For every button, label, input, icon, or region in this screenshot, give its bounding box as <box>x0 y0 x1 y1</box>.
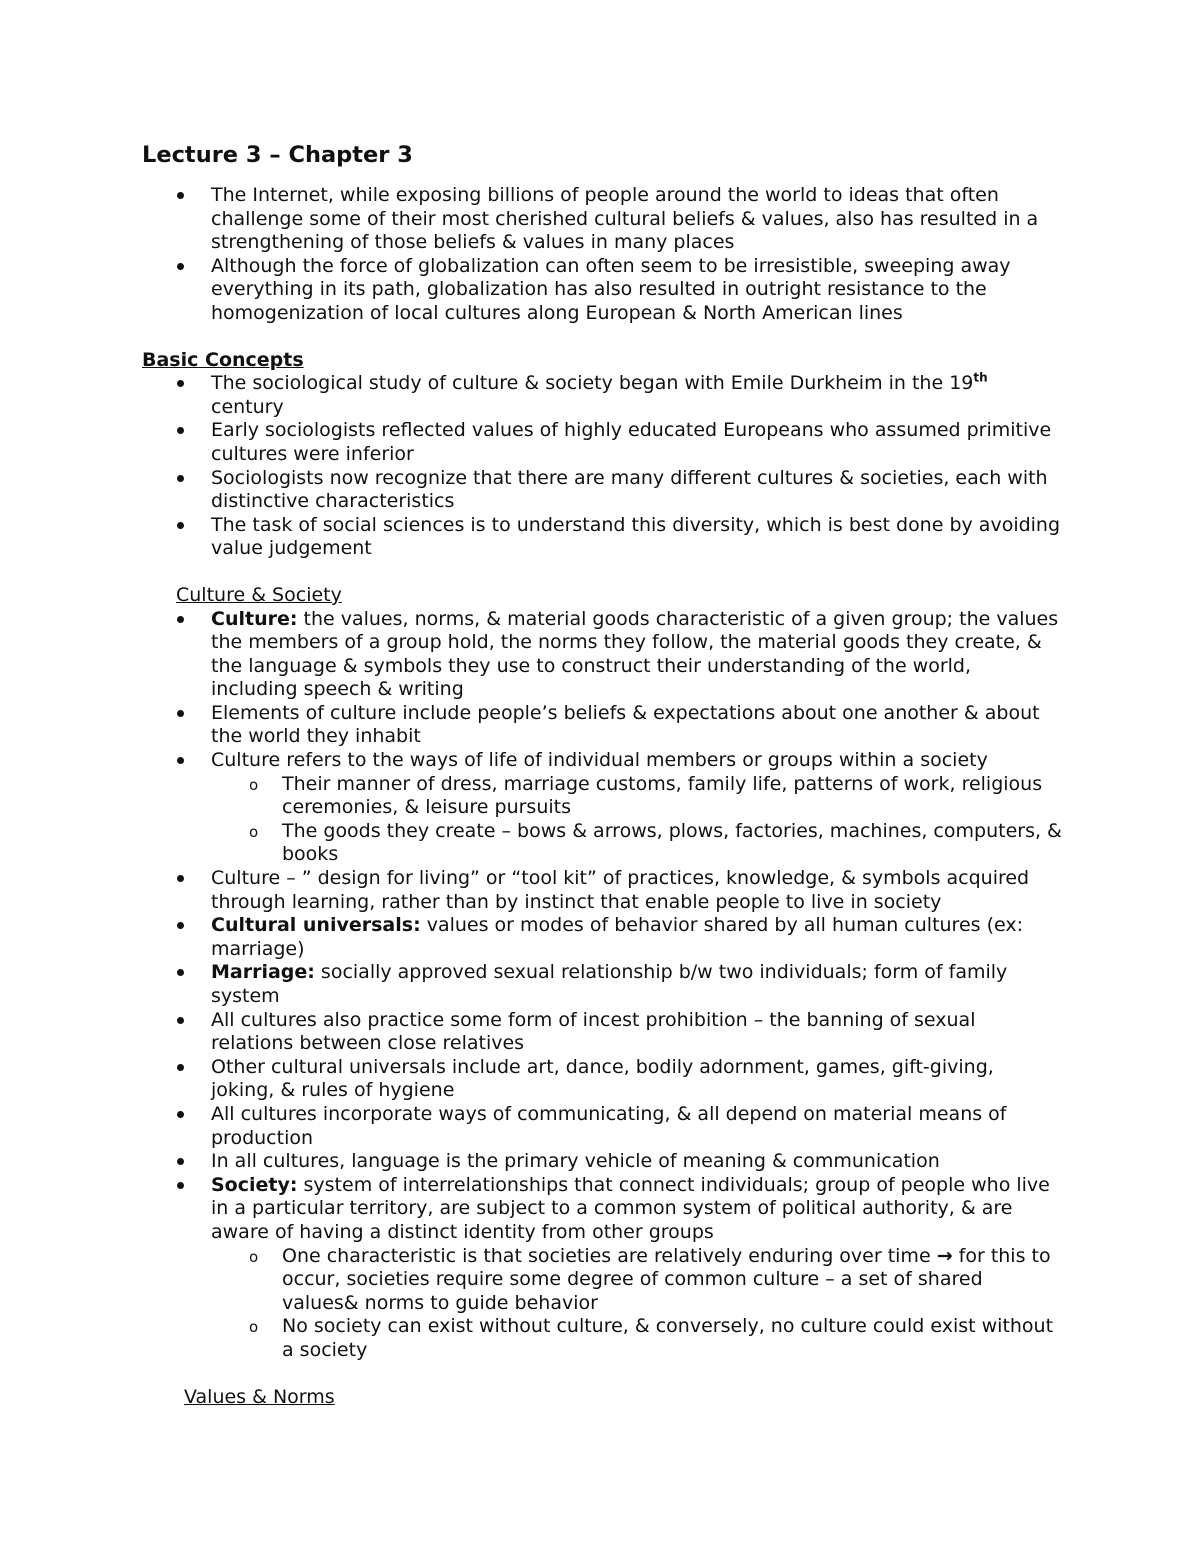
list-item <box>142 749 1062 867</box>
item-text: century <box>211 395 284 418</box>
basic-concepts-list <box>142 372 1062 561</box>
sub-list <box>211 773 1062 867</box>
section-heading-basic-concepts: Basic Concepts <box>142 348 304 371</box>
term: Culture: <box>211 607 298 630</box>
arrow-icon: → <box>936 1244 953 1267</box>
list-item: Sociologists now recognize that there are many different cultures & societies, each with distinctive characteristics <box>142 467 1062 514</box>
sub-list-item: o Their manner of dress, marriage customs, family life, patterns of work, religious ceremonies, & leisure pursuits <box>211 773 1062 820</box>
list-item: The task of social sciences is to understand this diversity, which is best done by avoiding value judgement <box>142 514 1062 561</box>
list-item: The Internet, while exposing billions of people around the world to ideas that often challenge some of their most cherished cultural beliefs & values, also has resulted in a strengthening of those beliefs & values in many places <box>142 184 1062 255</box>
list-item <box>142 608 1062 702</box>
definition: socially approved sexual relationship b/w two individuals; form of family system <box>211 961 1008 1007</box>
term: Cultural universals: <box>211 914 421 937</box>
list-item: Other cultural universals include art, dance, bodily adornment, games, gift-giving, joking, & rules of hygiene <box>142 1056 1062 1103</box>
sub-list-item: o No society can exist without culture, & conversely, no culture could exist without a society <box>211 1315 1062 1362</box>
list-item <box>142 961 1062 1008</box>
sub-list-item: o The goods they create – bows & arrows, plows, factories, machines, computers, & books <box>211 820 1062 867</box>
list-item: Culture – ” design for living” or “tool kit” of practices, knowledge, & symbols acquired through learning, rather than by instinct that enable people to live in society <box>142 867 1062 914</box>
list-item <box>142 914 1062 961</box>
definition: the values, norms, & material goods characteristic of a given group; the values the members of a group hold, the norms they follow, the material goods they create, & the language & symbols they use to construct their understanding of the world, including speech & writing <box>211 607 1059 701</box>
list-item: In all cultures, language is the primary vehicle of meaning & communication <box>142 1150 1062 1174</box>
list-item: Elements of culture include people’s beliefs & expectations about one another & about the world they inhabit <box>142 702 1062 749</box>
item-text: Culture refers to the ways of life of individual members or groups within a society <box>211 749 988 772</box>
item-text: One characteristic is that societies are relatively enduring over time <box>282 1244 937 1267</box>
intro-list <box>142 184 1062 326</box>
definition: system of interrelationships that connect individuals; group of people who live in a particular territory, are subject to a common system of political authority, & are aware of having a distinct identity from other groups <box>211 1173 1050 1243</box>
list-item <box>142 372 1062 419</box>
item-text: The sociological study of culture & society began with Emile Durkheim in the 19 <box>211 372 974 395</box>
subheading-culture-society: Culture & Society <box>176 583 342 606</box>
item-text: for this to occur, societies require some degree of common culture – a set of shared values& norms to guide behavior <box>282 1244 1051 1314</box>
list-item: All cultures incorporate ways of communicating, & all depend on material means of production <box>142 1103 1062 1150</box>
list-item: All cultures also practice some form of incest prohibition – the banning of sexual relations between close relatives <box>142 1009 1062 1056</box>
list-item: Although the force of globalization can often seem to be irresistible, sweeping away everything in its path, globalization has also resulted in outright resistance to the homogenization of local cultures along European & North American lines <box>142 255 1062 326</box>
sub-list-item <box>211 1245 1062 1316</box>
list-item: Early sociologists reflected values of highly educated Europeans who assumed primitive cultures were inferior <box>142 419 1062 466</box>
page-title: Lecture 3 – Chapter 3 <box>142 142 413 168</box>
term: Marriage: <box>211 961 315 984</box>
superscript: th <box>973 370 988 385</box>
document-page <box>142 140 1062 1409</box>
culture-society-list <box>142 608 1062 1363</box>
list-item <box>142 1174 1062 1363</box>
definition: values or modes of behavior shared by all human cultures (ex: marriage) <box>211 914 1023 960</box>
subheading-values-norms: Values & Norms <box>184 1385 335 1408</box>
sub-list <box>211 1245 1062 1363</box>
term: Society: <box>211 1173 298 1196</box>
